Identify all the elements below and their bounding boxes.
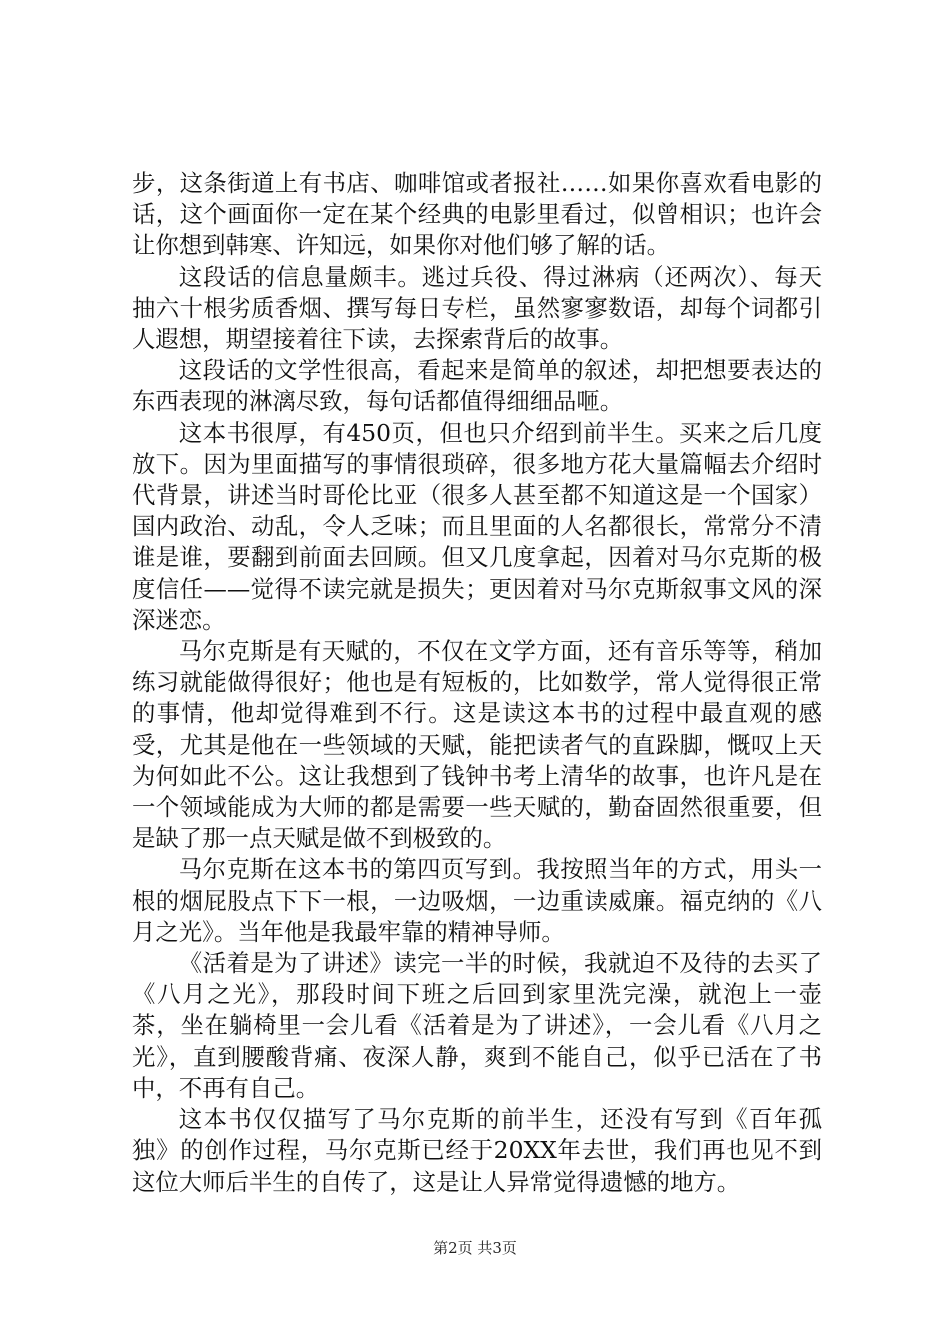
page-footer: 第2页 共3页 — [433, 1239, 517, 1257]
paragraph-5: 马尔克斯是有天赋的，不仅在文学方面，还有音乐等等，稍加练习就能做得很好；他也是有短板的，比如数学，常人觉得很正常的事情，他却觉得难到不行。这是读这本书的过程中最直观的感受，尤其是他在一些领域的天赋，能把读者气的直跺脚，慨叹上天为何如此不公。这让我想到了钱钟书考上清华的故事，也许凡是在一个领域能成为大师的都是需要一些天赋的，勤奋固然很重要，但是缺了那一点天赋是做不到极致的。 — [132, 637, 822, 853]
paragraph-2: 这段话的信息量颇丰。逃过兵役、得过淋病（还两次）、每天抽六十根劣质香烟、撰写每日专栏，虽然寥寥数语，却每个词都引人遐想，期望接着往下读，去探索背后的故事。 — [132, 262, 822, 354]
document-body — [132, 168, 822, 1198]
paragraph-7: 《活着是为了讲述》读完一半的时候，我就迫不及待的去买了《八月之光》，那段时间下班之后回到家里洗完澡，就泡上一壶茶，坐在躺椅里一会儿看《活着是为了讲述》，一会儿看《八月之光》，直到腰酸背痛、夜深人静，爽到不能自己，似乎已活在了书中，不再有自己。 — [132, 949, 822, 1102]
paragraph-1: 步，这条街道上有书店、咖啡馆或者报社……如果你喜欢看电影的话，这个画面你一定在某个经典的电影里看过，似曾相识；也许会让你想到韩寒、许知远，如果你对他们够了解的话。 — [132, 169, 822, 260]
paragraph-8: 这本书仅仅描写了马尔克斯的前半生，还没有写到《百年孤独》的创作过程，马尔克斯已经于20XX年去世，我们再也见不到这位大师后半生的自传了，这是让人异常觉得遗憾的地方。 — [132, 1105, 822, 1196]
paragraph-3: 这段话的文学性很高，看起来是简单的叙述，却把想要表达的东西表现的淋漓尽致，每句话都值得细细品咂。 — [132, 356, 822, 416]
paragraph-4: 这本书很厚，有450页，但也只介绍到前半生。买来之后几度放下。因为里面描写的事情很琐碎，很多地方花大量篇幅去介绍时代背景，讲述当时哥伦比亚（很多人甚至都不知道这是一个国家）国内政治、动乱，令人乏味；而且里面的人名都很长，常常分不清谁是谁，要翻到前面去回顾。但又几度拿起，因着对马尔克斯的极度信任——觉得不读完就是损失；更因着对马尔克斯叙事文风的深深迷恋。 — [132, 418, 822, 634]
paragraph-6: 马尔克斯在这本书的第四页写到。我按照当年的方式，用头一根的烟屁股点下下一根，一边吸烟，一边重读威廉。福克纳的《八月之光》。当年他是我最牢靠的精神导师。 — [132, 855, 822, 946]
